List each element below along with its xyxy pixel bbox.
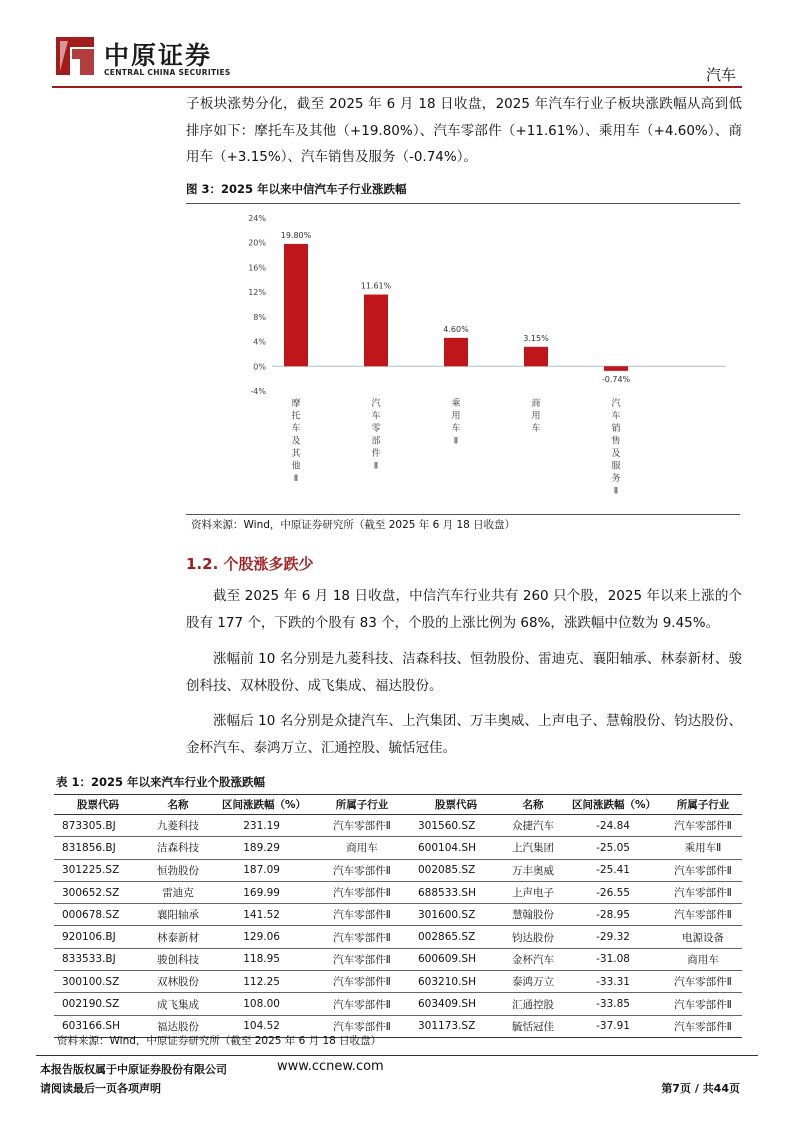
header-cell: 所属子行业: [664, 795, 742, 815]
table-cell: 231.19: [214, 815, 314, 837]
stock-performance-table: [54, 794, 742, 1038]
table-cell: 福达股份: [142, 1015, 214, 1037]
table-cell: -26.55: [564, 881, 664, 903]
data-label: 19.80%: [280, 230, 312, 240]
data-label: -0.74%: [601, 374, 631, 384]
table-cell: 汽车零部件Ⅱ: [314, 926, 410, 948]
table-cell: 汽车零部件Ⅱ: [664, 815, 742, 837]
table-row: [54, 904, 742, 926]
table-title: 表 1：2025 年以来汽车行业个股涨跌幅: [56, 775, 266, 789]
table-cell: 汽车零部件Ⅱ: [314, 859, 410, 881]
table-cell: 169.99: [214, 881, 314, 903]
y-tick-label: 12%: [248, 288, 266, 298]
table-cell: 104.52: [214, 1015, 314, 1037]
table-cell: 129.06: [214, 926, 314, 948]
table-cell: 慧翰股份: [502, 904, 564, 926]
table-cell: 电源设备: [664, 926, 742, 948]
table-cell: 833533.BJ: [54, 948, 142, 970]
table-cell: 汇通控股: [502, 993, 564, 1015]
table-cell: -31.08: [564, 948, 664, 970]
table-cell: 873305.BJ: [54, 815, 142, 837]
table-cell: 汽车零部件Ⅱ: [314, 904, 410, 926]
table-cell: 汽车零部件Ⅱ: [664, 904, 742, 926]
table-row: [54, 948, 742, 970]
page-number: [661, 1080, 740, 1096]
table-cell: 112.25: [214, 971, 314, 993]
table-cell: -25.05: [564, 837, 664, 859]
table-cell: 汽车零部件Ⅱ: [314, 881, 410, 903]
table-row: [54, 993, 742, 1015]
table-cell: 汽车零部件Ⅱ: [664, 971, 742, 993]
table-source: 资料来源：Wind，中原证券研究所（截至 2025 年 6 月 18 日收盘）: [57, 1035, 382, 1047]
table-cell: 乘用车Ⅱ: [664, 837, 742, 859]
figure-source: 资料来源：Wind，中原证券研究所（截至 2025 年 6 月 18 日收盘）: [191, 519, 516, 531]
header-cell: 股票代码: [410, 795, 502, 815]
table-cell: 831856.BJ: [54, 837, 142, 859]
footer-copyright: 本报告版权属于中原证券股份有限公司: [40, 1063, 227, 1076]
table-cell: 002865.SZ: [410, 926, 502, 948]
table-cell: 汽车零部件Ⅱ: [314, 993, 410, 1015]
section-number: 1.2.: [186, 555, 219, 573]
table-cell: 金杯汽车: [502, 948, 564, 970]
company-logo-mark: [52, 33, 98, 79]
figure-title: 图 3：2025 年以来中信汽车子行业涨跌幅: [186, 182, 407, 196]
table-cell: 301173.SZ: [410, 1015, 502, 1037]
table-cell: 600104.SH: [410, 837, 502, 859]
y-tick-label: 24%: [248, 214, 266, 223]
table-cell: 002190.SZ: [54, 993, 142, 1015]
table-cell: 603166.SH: [54, 1015, 142, 1037]
table-cell: 300100.SZ: [54, 971, 142, 993]
table-cell: 汽车零部件Ⅱ: [314, 971, 410, 993]
table-row: [54, 859, 742, 881]
category-label: 汽车零部件 Ⅱ: [371, 399, 381, 472]
table-cell: 九菱科技: [142, 815, 214, 837]
section-title: 个股涨多跌少: [223, 555, 314, 573]
body-paragraph-3: 涨幅后 10 名分别是众捷汽车、上汽集团、万丰奥威、上声电子、慧翰股份、钧达股份、金杯汽车、泰鸿万立、汇通控股、毓恬冠佳。: [186, 713, 742, 756]
data-label: 3.15%: [523, 333, 549, 343]
table-cell: -24.84: [564, 815, 664, 837]
table-cell: 骏创科技: [142, 948, 214, 970]
table-cell: 毓恬冠佳: [502, 1015, 564, 1037]
table-cell: 襄阳轴承: [142, 904, 214, 926]
y-tick-label: 16%: [248, 263, 266, 273]
company-logo-english: CENTRAL CHINA SECURITIES: [104, 68, 231, 77]
table-cell: 920106.BJ: [54, 926, 142, 948]
table-cell: 汽车零部件Ⅱ: [314, 815, 410, 837]
bar: [604, 366, 628, 371]
table-row: [54, 815, 742, 837]
table-cell: 189.29: [214, 837, 314, 859]
table-cell: 汽车零部件Ⅱ: [664, 993, 742, 1015]
y-tick-label: 20%: [248, 238, 266, 248]
table-cell: 上汽集团: [502, 837, 564, 859]
page-current: 第7页: [661, 1082, 691, 1095]
table-cell: 108.00: [214, 993, 314, 1015]
category-label: 摩托车及其他 Ⅱ: [291, 399, 301, 484]
table-header-row: [54, 795, 742, 815]
category-label: 汽车销售及服务 Ⅱ: [611, 399, 621, 497]
data-label: 11.61%: [360, 281, 392, 291]
table-cell: 187.09: [214, 859, 314, 881]
table-cell: 002085.SZ: [410, 859, 502, 881]
table-cell: 汽车零部件Ⅱ: [664, 1015, 742, 1037]
table-cell: 603210.SH: [410, 971, 502, 993]
header-cell: 名称: [142, 795, 214, 815]
y-tick-label: 0%: [253, 362, 266, 372]
footer-rule: [36, 1055, 758, 1056]
header-cell: 区间涨跌幅（%）: [564, 795, 664, 815]
header-cell: 名称: [502, 795, 564, 815]
header-rule: [52, 86, 742, 88]
page-total: 共44页: [702, 1082, 740, 1095]
table-cell: 300652.SZ: [54, 881, 142, 903]
industry-label: 汽车: [705, 66, 736, 84]
table-row: [54, 926, 742, 948]
table-row: [54, 971, 742, 993]
table-cell: -29.32: [564, 926, 664, 948]
table-cell: 恒勃股份: [142, 859, 214, 881]
bar-chart: [186, 204, 740, 512]
company-logo-name: 中原证券: [104, 41, 213, 70]
footer-website-link[interactable]: www.ccnew.com: [277, 1059, 384, 1074]
table-cell: 141.52: [214, 904, 314, 926]
category-label: 乘用车 Ⅱ: [451, 399, 461, 447]
y-tick-label: 8%: [253, 312, 266, 322]
table-cell: -37.91: [564, 1015, 664, 1037]
table-cell: 301600.SZ: [410, 904, 502, 926]
table-cell: 林泰新材: [142, 926, 214, 948]
table-cell: 汽车零部件Ⅱ: [314, 1015, 410, 1037]
footer-disclaimer: 请阅读最后一页各项声明: [40, 1082, 161, 1095]
table-cell: 汽车零部件Ⅱ: [664, 859, 742, 881]
table-cell: 上声电子: [502, 881, 564, 903]
intro-paragraph: 子板块涨势分化，截至 2025 年 6 月 18 日收盘，2025 年汽车行业子板块涨跌幅从高到低排序如下：摩托车及其他（+19.80%）、汽车零部件（+11.61%）、乘用车（+4.60%）、商用车（+3.15%）、汽车销售及服务（-0.74%）。: [186, 96, 742, 165]
figure-bottom-rule: [186, 514, 740, 515]
header-cell: 区间涨跌幅（%）: [214, 795, 314, 815]
table-cell: 汽车零部件Ⅱ: [664, 881, 742, 903]
table-cell: 商用车: [314, 837, 410, 859]
section-heading: [186, 553, 314, 574]
table-cell: 钧达股份: [502, 926, 564, 948]
table-cell: 301225.SZ: [54, 859, 142, 881]
bar: [444, 338, 468, 366]
table-cell: 汽车零部件Ⅱ: [314, 948, 410, 970]
table-cell: 301560.SZ: [410, 815, 502, 837]
table-cell: 688533.SH: [410, 881, 502, 903]
table-cell: 000678.SZ: [54, 904, 142, 926]
bar: [284, 244, 308, 366]
body-paragraph-1: 截至 2025 年 6 月 18 日收盘，中信汽车行业共有 260 只个股，2025 年以来上涨的个股有 177 个，下跌的个股有 83 个，个股的上涨比例为 68%，涨跌幅中位数为 9.45%。: [186, 588, 742, 631]
table-cell: 雷迪克: [142, 881, 214, 903]
table-cell: 600609.SH: [410, 948, 502, 970]
table-row: [54, 837, 742, 859]
table-cell: -28.95: [564, 904, 664, 926]
y-tick-label: 4%: [253, 337, 266, 347]
table-cell: 万丰奥威: [502, 859, 564, 881]
table-cell: 双林股份: [142, 971, 214, 993]
y-tick-label: -4%: [250, 387, 266, 396]
table-cell: 泰鸿万立: [502, 971, 564, 993]
table-cell: 成飞集成: [142, 993, 214, 1015]
table-cell: -33.31: [564, 971, 664, 993]
header-cell: 股票代码: [54, 795, 142, 815]
table-row: [54, 881, 742, 903]
body-paragraph-2: 涨幅前 10 名分别是九菱科技、洁森科技、恒勃股份、雷迪克、襄阳轴承、林泰新材、骏创科技、双林股份、成飞集成、福达股份。: [186, 651, 742, 694]
page-separator: /: [694, 1082, 699, 1095]
category-label: 商用车: [531, 399, 541, 434]
table-cell: 众捷汽车: [502, 815, 564, 837]
table-cell: -25.41: [564, 859, 664, 881]
table-cell: 603409.SH: [410, 993, 502, 1015]
bar: [364, 295, 388, 367]
data-label: 4.60%: [443, 324, 469, 334]
table-cell: 商用车: [664, 948, 742, 970]
header-cell: 所属子行业: [314, 795, 410, 815]
bar: [524, 347, 548, 366]
table-cell: 洁森科技: [142, 837, 214, 859]
table-cell: -33.85: [564, 993, 664, 1015]
table-cell: 118.95: [214, 948, 314, 970]
